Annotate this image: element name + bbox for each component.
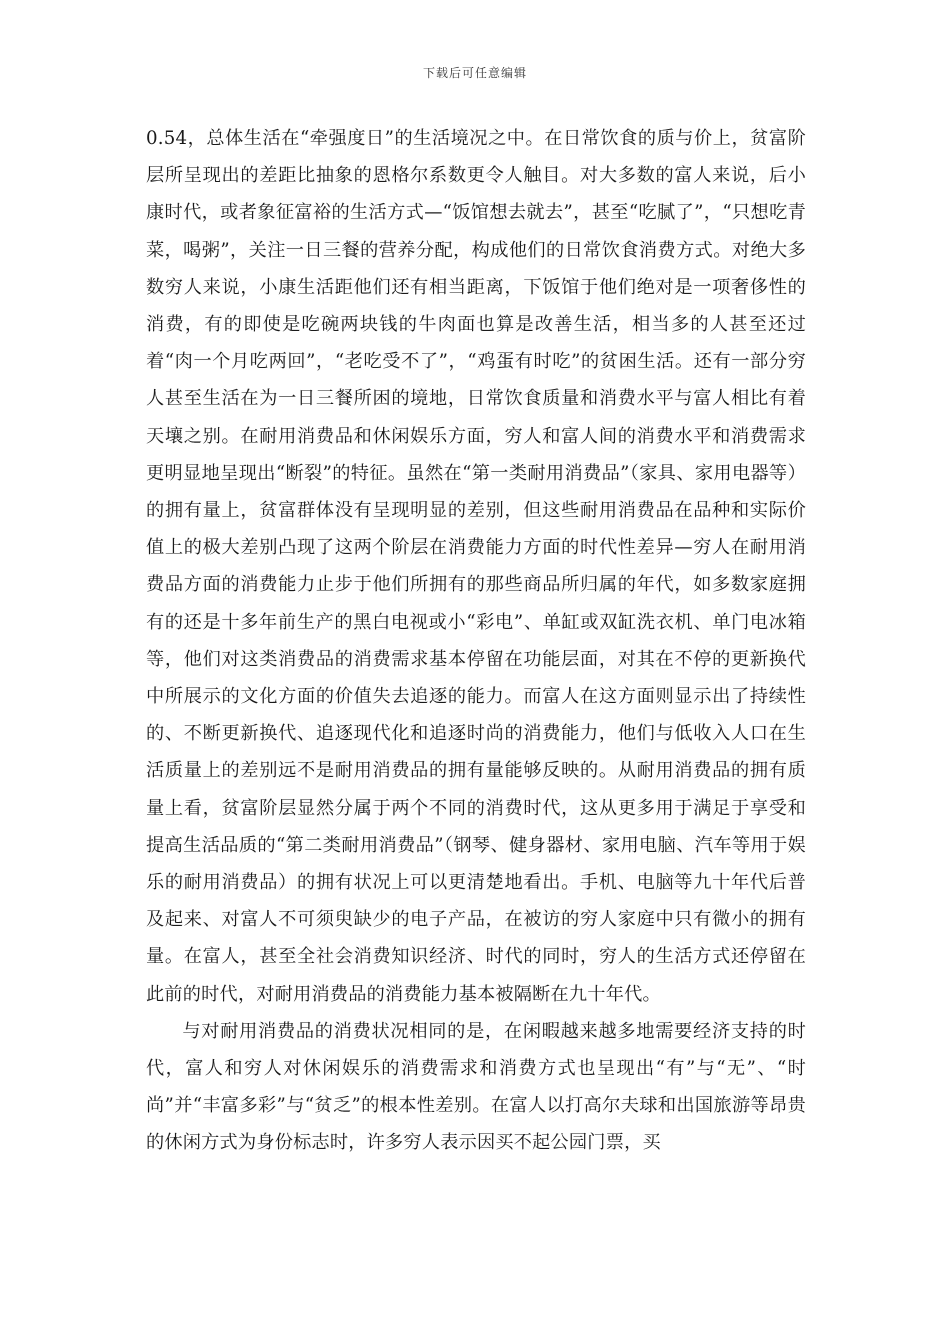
paragraph-2: 与对耐用消费品的消费状况相同的是，在闲暇越来越多地需要经济支持的时代，富人和穷人对休闲娱乐的消费需求和消费方式也呈现出“有”与“无”、“时尚”并“丰富多彩”与“贫乏”的根本性差别。在富人以打高尔夫球和出国旅游等昂贵的休闲方式为身份标志时，许多穷人表示因买不起公园门票，买 (146, 1020, 806, 1154)
paragraph-1: 0.54，总体生活在“牵强度日”的生活境况之中。在日常饮食的质与价上，贫富阶层所呈现出的差距比抽象的恩格尔系数更令人触目。对大多数的富人来说，后小康时代，或者象征富裕的生活方式—“饭馆想去就去”，甚至“吃腻了”，“只想吃青菜，喝粥”，关注一日三餐的营养分配，构成他们的日常饮食消费方式。对绝大多数穷人来说，小康生活距他们还有相当距离，下饭馆于他们绝对是一项奢侈性的消费，有的即使是吃碗两块钱的牛肉面也算是改善生活，相当多的人甚至还过着“肉一个月吃两回”，“老吃受不了”，“鸡蛋有时吃”的贫困生活。还有一部分穷人甚至生活在为一日三餐所困的境地，日常饮食质量和消费水平与富人相比有着天壤之别。在耐用消费品和休闲娱乐方面，穷人和富人间的消费水平和消费需求更明显地呈现出“断裂”的特征。虽然在“第一类耐用消费品”（家具、家用电器等）的拥有量上，贫富群体没有呈现明显的差别，但这些耐用消费品在品种和实际价值上的极大差别凸现了这两个阶层在消费能力方面的时代性差异—穷人在耐用消费品方面的消费能力止步于他们所拥有的那些商品所归属的年代，如多数家庭拥有的还是十多年前生产的黑白电视或小“彩电”、单缸或双缸洗衣机、单门电冰箱等，他们对这类消费品的消费需求基本停留在功能层面，对其在不停的更新换代中所展示的文化方面的价值失去追逐的能力。而富人在这方面则显示出了持续性的、不断更新换代、追逐现代化和追逐时尚的消费能力，他们与低收入人口在生活质量上的差别远不是耐用消费品的拥有量能够反映的。从耐用消费品的拥有质量上看，贫富阶层显然分属于两个不同的消费时代，这从更多用于满足于享受和提高生活品质的“第二类耐用消费品”（钢琴、健身器材、家用电脑、汽车等用于娱乐的耐用消费品）的拥有状况上可以更清楚地看出。手机、电脑等九十年代后普及起来、对富人不可须臾缺少的电子产品，在被访的穷人家庭中只有微小的拥有量。在富人，甚至全社会消费知识经济、时代的同时，穷人的生活方式还停留在此前的时代，对耐用消费品的消费能力基本被隔断在九十年代。 (146, 128, 806, 1005)
page-header: 下载后可任意编辑 (422, 66, 527, 80)
document-body (146, 120, 806, 1162)
